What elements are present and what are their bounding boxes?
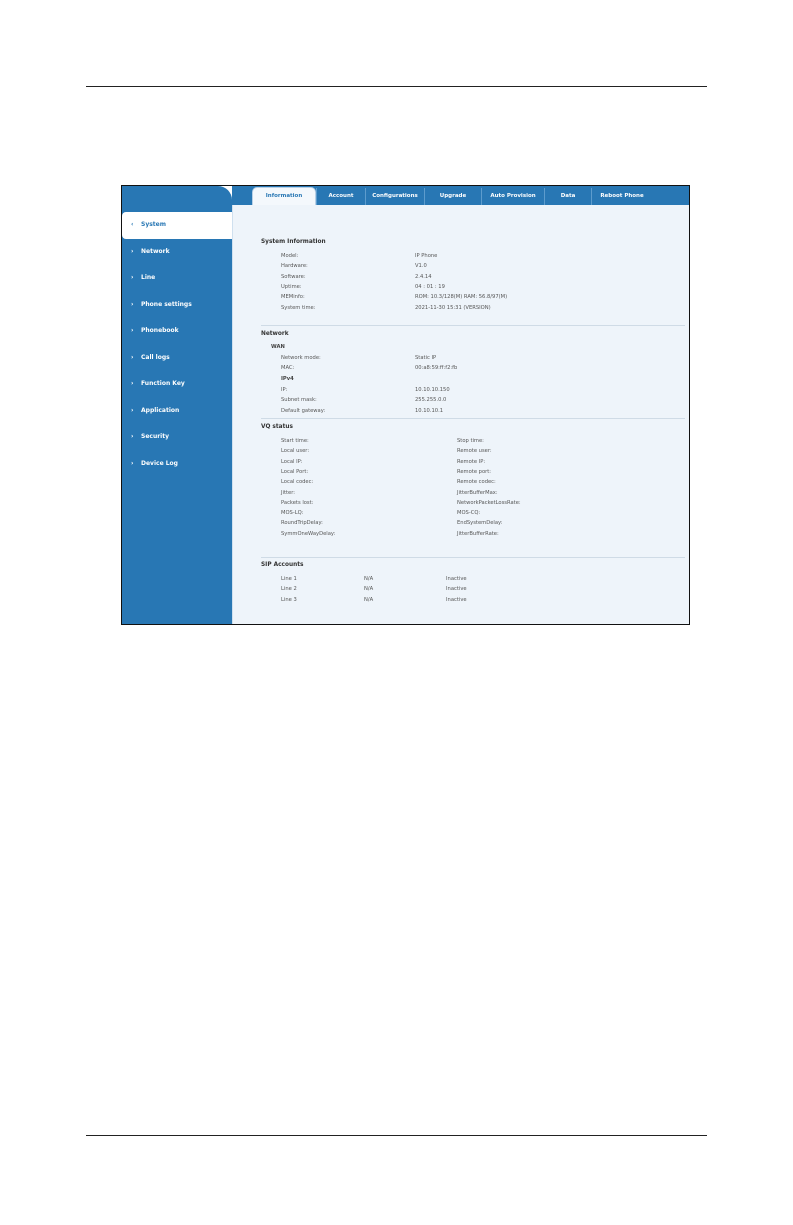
info-value: 2.4.14 (415, 273, 432, 280)
web-ui-screenshot (121, 185, 690, 625)
sip-account: N/A (364, 586, 374, 593)
network-label: Network mode: (281, 355, 321, 361)
sidebar-item-label: Phonebook (141, 327, 179, 334)
sip-line: Line 2 (281, 586, 297, 593)
vq-label: Packets lost: (281, 499, 314, 506)
header-rule (86, 86, 707, 87)
network-label: IP: (281, 387, 288, 393)
vq-label: Local codec: (281, 479, 314, 486)
chevron-icon: › (131, 300, 134, 308)
tab-information[interactable]: Information (252, 187, 316, 205)
vq-label: JitterBufferRate: (457, 530, 499, 537)
sidebar-item-phonebook[interactable] (122, 318, 232, 345)
info-label: Hardware: (281, 263, 308, 270)
vq-label: RoundTripDelay: (281, 520, 323, 527)
sidebar-item-label: Application (141, 406, 180, 414)
vq-label: MOS-LQ: (281, 510, 304, 517)
sip-status: Inactive (446, 576, 467, 582)
sip-line: Line 1 (281, 576, 297, 582)
tab-account[interactable]: Account (316, 188, 365, 205)
footer-rule (86, 1135, 707, 1136)
network-label: Subnet mask: (281, 397, 317, 404)
vq-label: EndSystemDelay: (457, 520, 503, 527)
subsection-ipv4: IPv4 (281, 376, 294, 382)
vq-label: Stop time: (457, 438, 484, 444)
sidebar-item-device-log[interactable] (122, 451, 232, 478)
sidebar-item-call-logs[interactable] (122, 345, 232, 372)
sidebar-item-label: Device Log (141, 459, 178, 467)
vq-label: JitterBufferMax: (457, 489, 498, 496)
vq-label: MOS-CQ: (457, 510, 481, 517)
vq-label: Remote IP: (457, 458, 486, 465)
info-value: 04 : 01 : 19 (415, 283, 445, 290)
sidebar-item-label: System (141, 221, 166, 228)
vq-label: Remote user: (457, 448, 492, 455)
chevron-icon: › (131, 327, 134, 334)
vq-label: Local IP: (281, 458, 303, 465)
sidebar-item-application[interactable] (122, 398, 232, 425)
vq-label: Local Port: (281, 468, 309, 475)
divider (261, 418, 685, 419)
sip-line: Line 3 (281, 596, 297, 603)
sidebar-item-line[interactable] (122, 265, 232, 292)
info-label: Model: (281, 253, 299, 259)
sidebar-item-label: Network (141, 247, 170, 255)
main-content (232, 205, 689, 624)
sidebar-item-security[interactable] (122, 424, 232, 451)
sidebar-item-label: Security (141, 433, 170, 440)
tab-bar (232, 186, 689, 205)
tab-configurations[interactable]: Configurations (365, 188, 424, 205)
info-value: IP Phone (415, 253, 438, 259)
chevron-icon: › (131, 353, 134, 361)
section-title-network: Network (261, 331, 289, 337)
network-label: MAC: (281, 365, 295, 372)
vq-label: Remote codec: (457, 479, 496, 486)
sidebar-item-label: Phone settings (141, 300, 192, 308)
vq-label: SymmOneWayDelay: (281, 530, 336, 537)
info-label: MEMinfo: (281, 294, 305, 301)
divider (261, 557, 685, 558)
sidebar-item-network[interactable] (122, 239, 232, 266)
network-label: Default gateway: (281, 407, 326, 414)
tab-auto-provision[interactable]: Auto Provision (481, 188, 544, 205)
chevron-icon: › (131, 433, 134, 440)
sidebar-item-label: Line (141, 274, 156, 281)
sip-account: N/A (364, 576, 374, 582)
info-label: Uptime: (281, 283, 302, 290)
network-value: 10.10.10.150 (415, 387, 450, 393)
sidebar-item-function-key[interactable] (122, 371, 232, 398)
vq-label: Remote port: (457, 468, 492, 475)
network-value: Static IP (415, 355, 437, 361)
info-label: System time: (281, 304, 316, 311)
sip-status: Inactive (446, 586, 467, 593)
network-value: 10.10.10.1 (415, 407, 444, 414)
section-title-sip-accounts: SIP Accounts (261, 562, 304, 568)
section-title-system-information: System Information (261, 239, 326, 245)
info-value: ROM: 10.3/128(M) RAM: 56.8/97(M) (415, 294, 508, 301)
network-value: 00:a8:59:ff:f2:fb (415, 365, 458, 372)
divider (261, 325, 685, 326)
chevron-icon: › (131, 406, 134, 414)
info-value: 2021-11-30 15:31 (VERSION) (415, 304, 491, 311)
sidebar-item-system[interactable] (122, 212, 232, 239)
sip-account: N/A (364, 596, 374, 603)
sidebar-item-phone-settings[interactable] (122, 292, 232, 319)
subsection-wan: WAN (271, 344, 285, 350)
vq-label: Start time: (281, 438, 309, 444)
network-value: 255.255.0.0 (415, 397, 447, 404)
section-title-vq-status: VQ status (261, 424, 293, 430)
chevron-icon: ‹ (131, 221, 134, 228)
info-value: V1.0 (415, 263, 427, 270)
tab-data[interactable]: Data (544, 188, 591, 205)
sidebar (122, 186, 232, 624)
sip-status: Inactive (446, 596, 467, 603)
sidebar-item-label: Function Key (141, 380, 185, 387)
vq-label: Local user: (281, 448, 310, 455)
tab-upgrade[interactable]: Upgrade (424, 188, 481, 205)
chevron-icon: › (131, 274, 134, 281)
chevron-icon: › (131, 380, 134, 387)
chevron-icon: › (131, 459, 134, 467)
vq-label: NetworkPacketLossRate: (457, 499, 521, 506)
tab-reboot-phone[interactable]: Reboot Phone (591, 188, 652, 205)
sidebar-item-label: Call logs (141, 353, 170, 361)
chevron-icon: › (131, 247, 134, 255)
vq-label: Jitter: (281, 489, 296, 496)
info-label: Software: (281, 273, 306, 280)
